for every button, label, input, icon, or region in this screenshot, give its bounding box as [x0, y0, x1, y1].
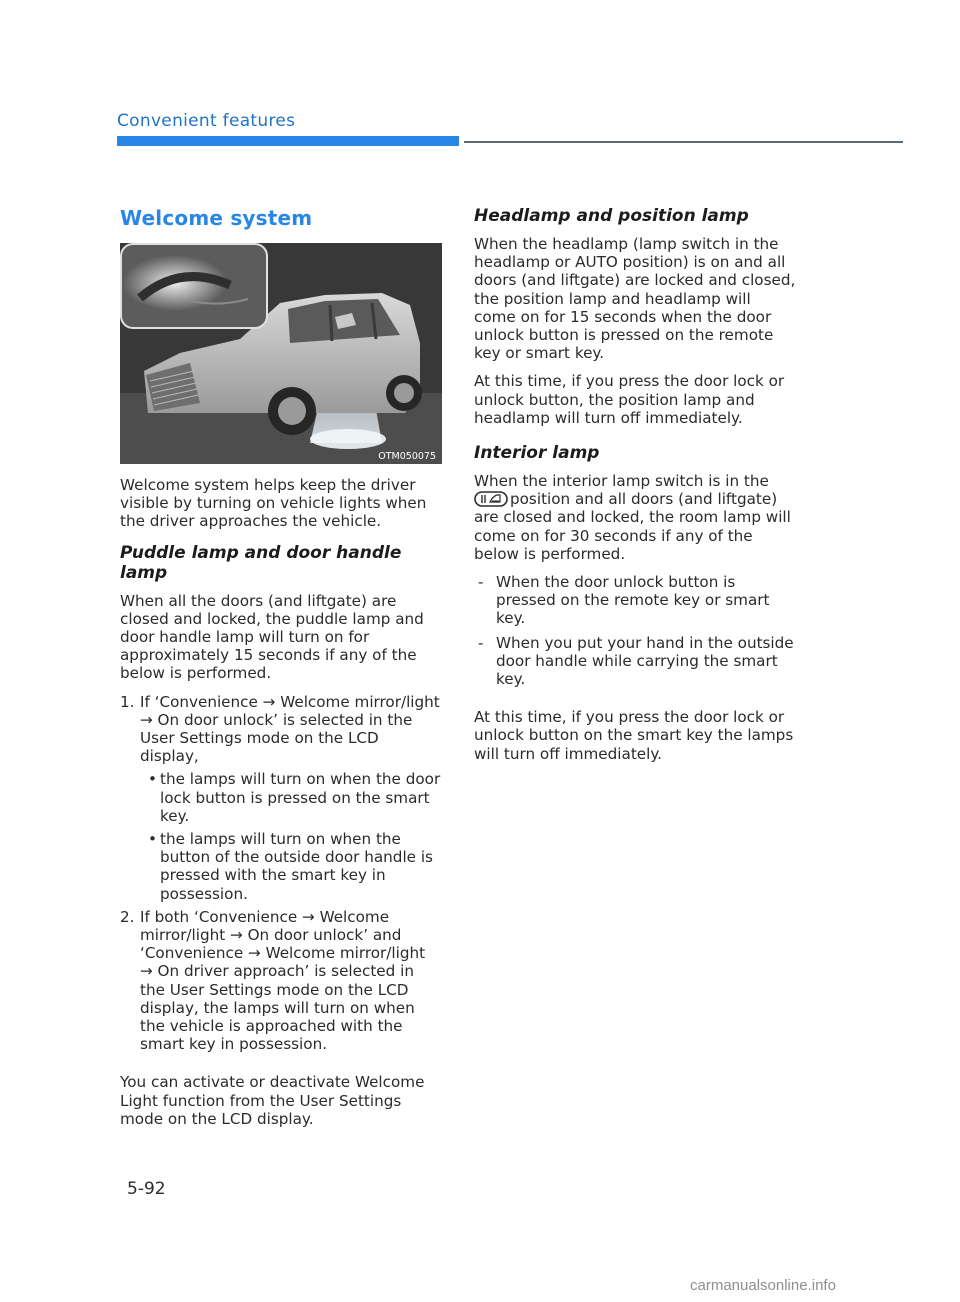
- puddle-lamp-list: [120, 693, 442, 1054]
- welcome-system-figure: [120, 243, 442, 464]
- list-item-text: If ‘Convenience → Welcome mirror/light → On door unlock’ is selected in the User Settings mode on the LCD display,: [140, 692, 440, 766]
- bullet-item: [140, 770, 442, 825]
- page-number: 5-92: [127, 1179, 166, 1199]
- interior-lamp-list: [474, 573, 796, 688]
- bullet-text: the lamps will turn on when the button of the outside door handle is pressed with the smart key in possession.: [160, 830, 433, 903]
- list-item-text: When the door unlock button is pressed on the remote key or smart key.: [496, 573, 770, 628]
- list-number: 1.: [120, 692, 135, 711]
- intro-paragraph: Welcome system helps keep the driver visible by turning on vehicle lights when the driver approaches the vehicle.: [120, 476, 427, 531]
- bullet-item: [140, 830, 442, 903]
- bullet-text: the lamps will turn on when the door lock button is pressed on the smart key.: [160, 770, 441, 825]
- header-bar-rule: [464, 141, 903, 143]
- headlamp-paragraph-1: When the headlamp (lamp switch in the headlamp or AUTO position) is on and all doors (and liftgate) are locked and closed, the position lamp and headlamp will come on for 15 seconds when the door unlock button is pressed on the remote key or smart key.: [474, 235, 796, 363]
- list-item: [474, 634, 796, 689]
- bullet-icon: •: [148, 770, 157, 789]
- header-title: Convenient features: [117, 111, 296, 131]
- interior-lamp-heading: Interior lamp: [474, 443, 600, 464]
- interior-text-before-icon: When the interior lamp switch is in the: [474, 472, 769, 491]
- interior-lamp-paragraph-2: At this time, if you press the door lock or unlock button on the smart key the lamps will turn off immediately.: [474, 708, 794, 763]
- interior-lamp-paragraph-1: [474, 472, 796, 563]
- dash-marker: -: [478, 633, 484, 652]
- list-item-text: If both ‘Convenience → Welcome mirror/light → On door unlock’ and ‘Convenience → Welcome mirror/light → On driver approach’ is selected in the User Settings mode on the LCD display, the lamps will turn on when the vehicle is approached with the smart key in possession.: [140, 907, 426, 1054]
- list-item: [474, 573, 796, 628]
- puddle-lamp-body: When all the doors (and liftgate) are closed and locked, the puddle lamp and door handle lamp will turn on for approximately 15 seconds if any of the below is performed.: [120, 591, 424, 683]
- right-column: [474, 206, 796, 773]
- bullet-icon: •: [148, 830, 157, 849]
- list-item: [120, 908, 442, 1054]
- section-title: Welcome system: [120, 206, 313, 230]
- list-item: [120, 693, 442, 903]
- dash-marker: -: [478, 573, 484, 592]
- figure-code: OTM050075: [378, 451, 436, 462]
- puddle-lamp-heading: Puddle lamp and door handle lamp: [120, 542, 402, 583]
- headlamp-paragraph-2: At this time, if you press the door lock or unlock button, the position lamp and headlamp will turn off immediately.: [474, 372, 785, 427]
- interior-text-after-icon: position and all doors (and liftgate) are closed and locked, the room lamp will come on for 30 seconds if any of the below is performed.: [474, 490, 791, 563]
- list-number: 2.: [120, 907, 135, 926]
- left-column: [120, 206, 442, 1138]
- bullet-list: [140, 770, 442, 902]
- door-lamp-icon: [474, 491, 508, 507]
- watermark: carmanualsonline.info: [690, 1277, 836, 1294]
- headlamp-heading: Headlamp and position lamp: [474, 206, 749, 226]
- header-bar-accent: [117, 136, 459, 146]
- car-welcome-light-illustration: [120, 243, 442, 464]
- closing-paragraph: You can activate or deactivate Welcome Light function from the User Settings mode on the LCD display.: [120, 1073, 425, 1128]
- list-item-text: When you put your hand in the outside door handle while carrying the smart key.: [496, 633, 794, 689]
